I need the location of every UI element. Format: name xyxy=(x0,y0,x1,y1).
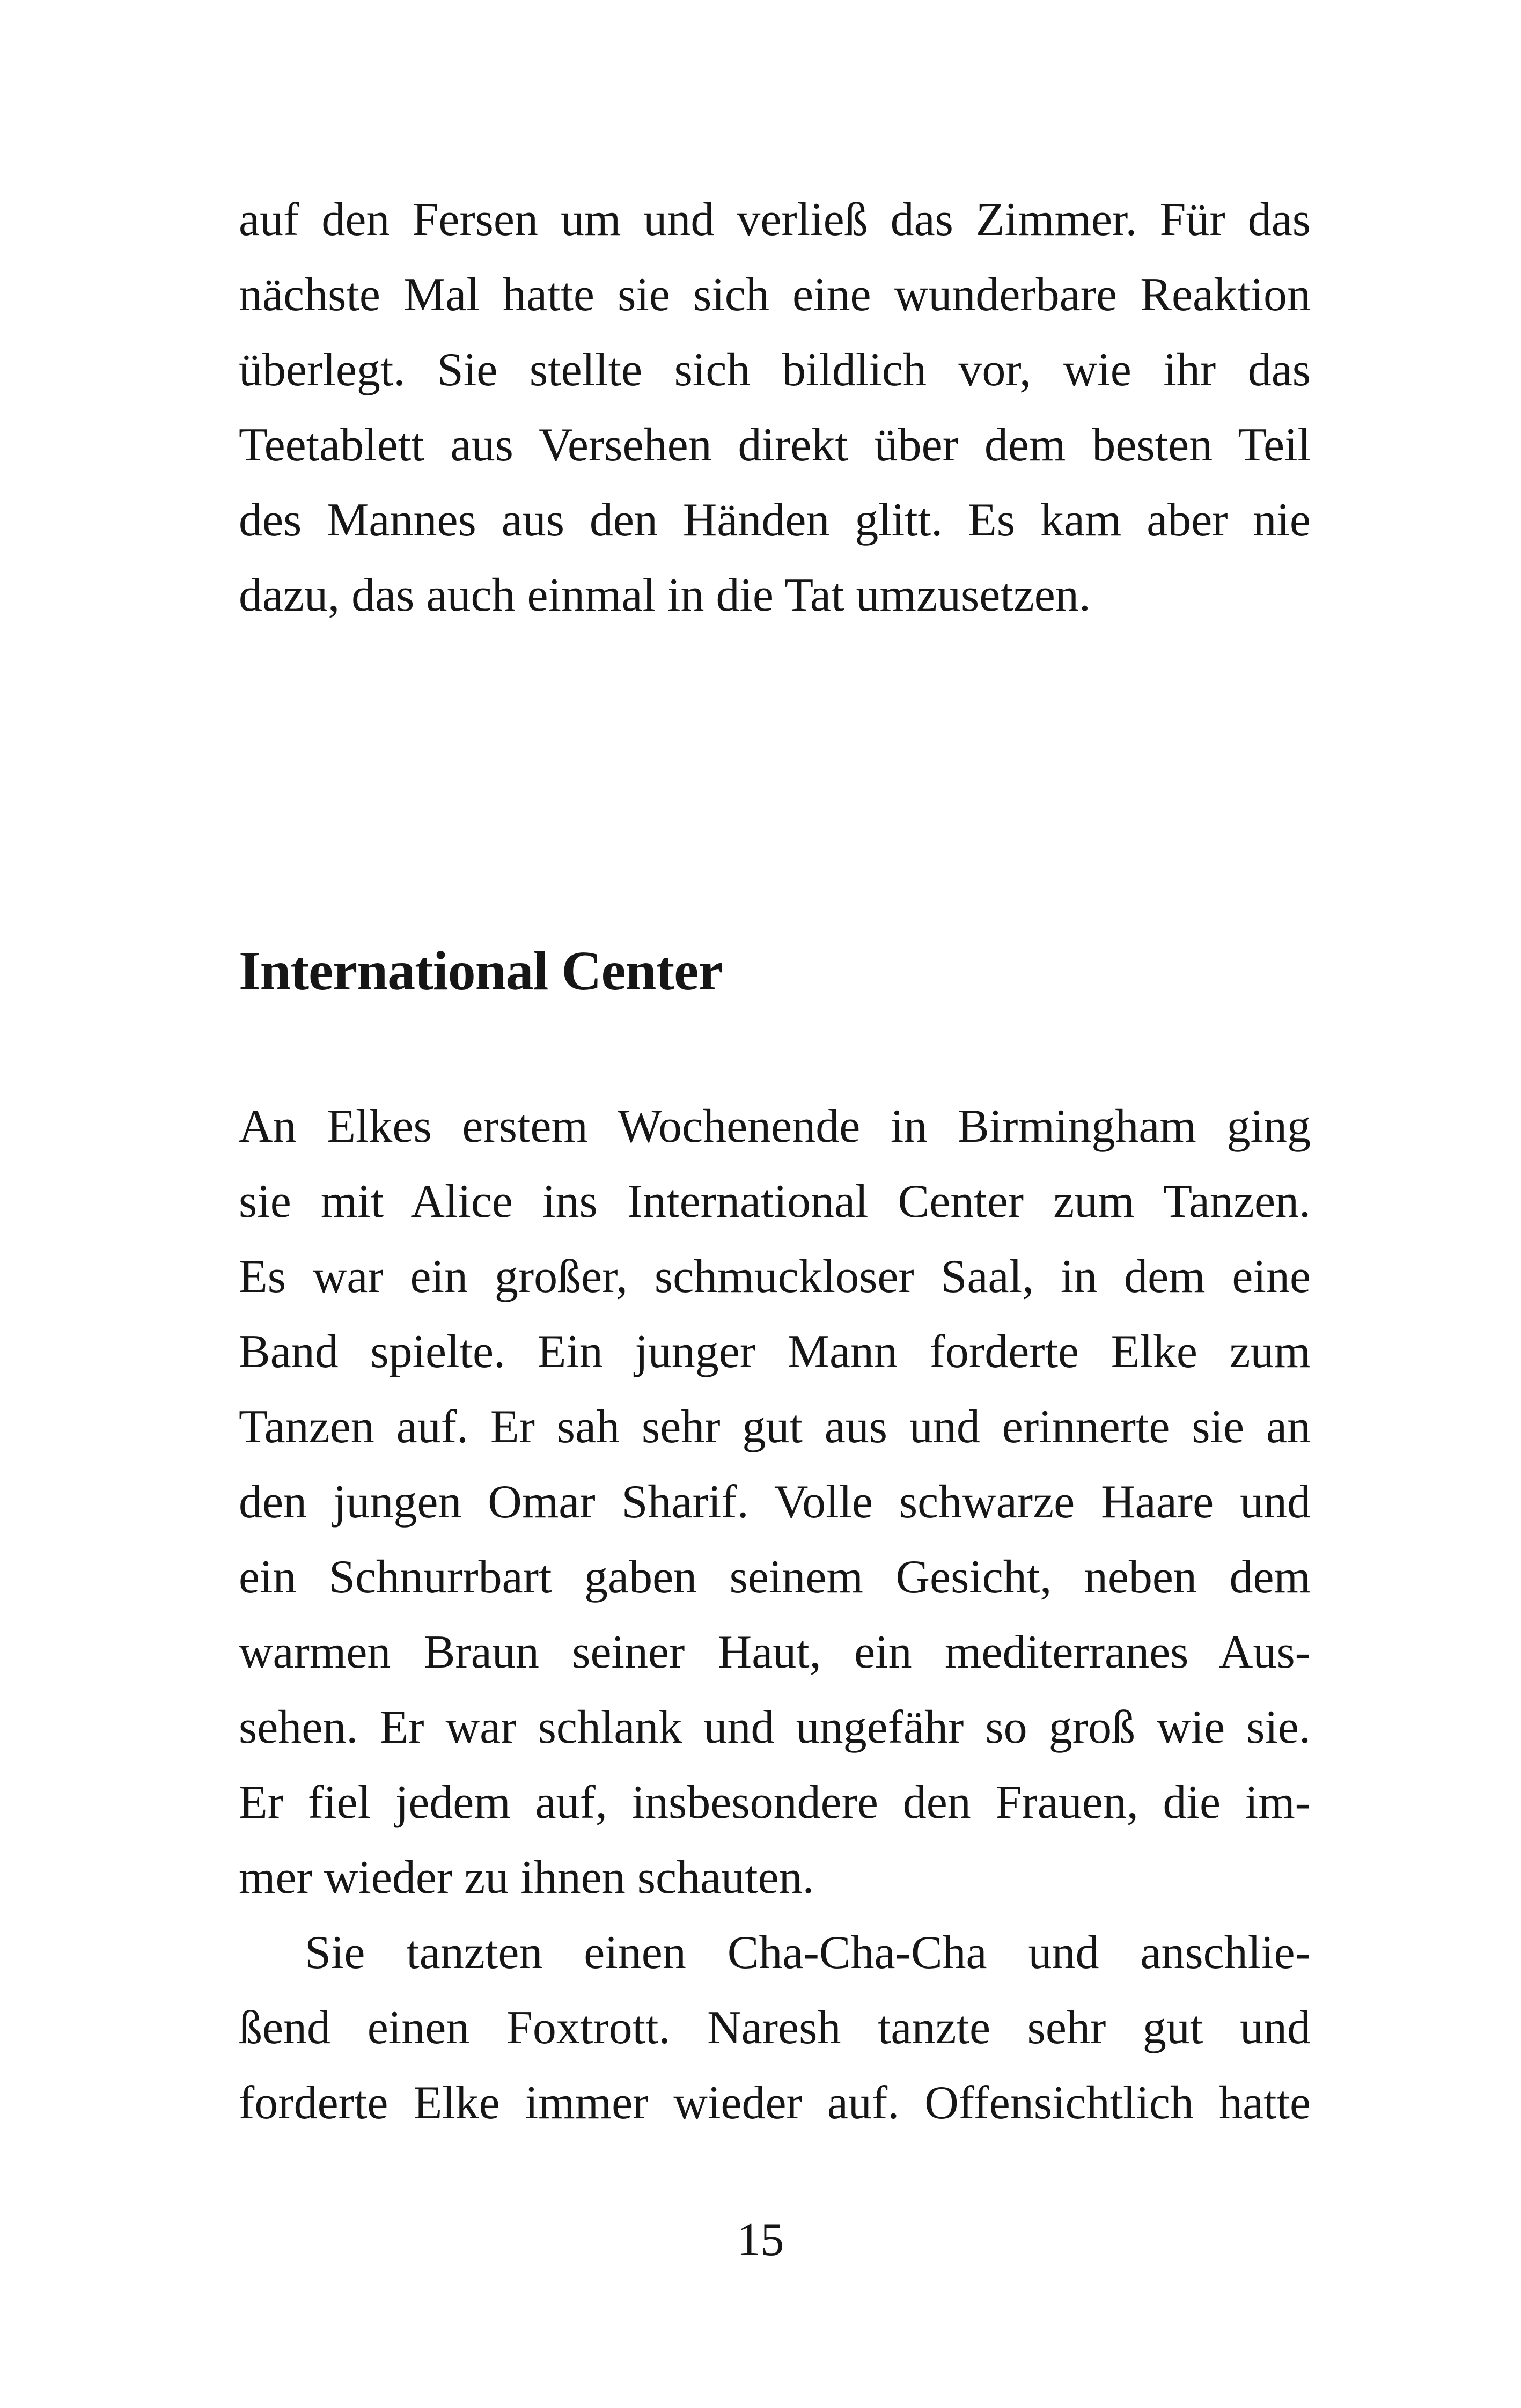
text-line: Tanzen auf. Er sah sehr gut aus und erinnerte sie an xyxy=(239,1401,1311,1453)
text-line: nächste Mal hatte sie sich eine wunderbare Reaktion xyxy=(239,269,1311,321)
text-line: Es war ein großer, schmuckloser Saal, in dem eine xyxy=(239,1251,1311,1303)
text-line: Teetablett aus Versehen direkt über dem besten Teil xyxy=(239,419,1311,471)
text-line: forderte Elke immer wieder auf. Offensichtlich hatte xyxy=(239,2077,1311,2129)
text-line: mer wieder zu ihnen schauten. xyxy=(239,1852,814,1904)
text-line: sie mit Alice ins International Center zum Tanzen. xyxy=(239,1176,1311,1228)
text-line: An Elkes erstem Wochenende in Birmingham ging xyxy=(239,1100,1311,1152)
text-line: Sie tanzten einen Cha-Cha-Cha und anschlie- xyxy=(305,1927,1311,1979)
text-line: überlegt. Sie stellte sich bildlich vor, wie ihr das xyxy=(239,344,1311,396)
text-line: des Mannes aus den Händen glitt. Es kam aber nie xyxy=(239,494,1311,546)
text-line: warmen Braun seiner Haut, ein mediterranes Aus- xyxy=(239,1626,1311,1678)
text-line: den jungen Omar Sharif. Volle schwarze Haare und xyxy=(239,1476,1311,1528)
text-line: Er fiel jedem auf, insbesondere den Frauen, die im- xyxy=(239,1776,1311,1829)
text-line: dazu, das auch einmal in die Tat umzusetzen. xyxy=(239,569,1091,621)
text-line: ein Schnurrbart gaben seinem Gesicht, neben dem xyxy=(239,1551,1311,1603)
text-line: sehen. Er war schlank und ungefähr so groß wie sie. xyxy=(239,1701,1311,1753)
text-line: ßend einen Foxtrott. Naresh tanzte sehr gut und xyxy=(239,2002,1311,2054)
text-line: auf den Fersen um und verließ das Zimmer. Für das xyxy=(239,194,1311,246)
page-number: 15 xyxy=(737,2214,784,2266)
text-line: Band spielte. Ein junger Mann forderte Elke zum xyxy=(239,1326,1311,1378)
chapter-heading: International Center xyxy=(239,940,723,1002)
